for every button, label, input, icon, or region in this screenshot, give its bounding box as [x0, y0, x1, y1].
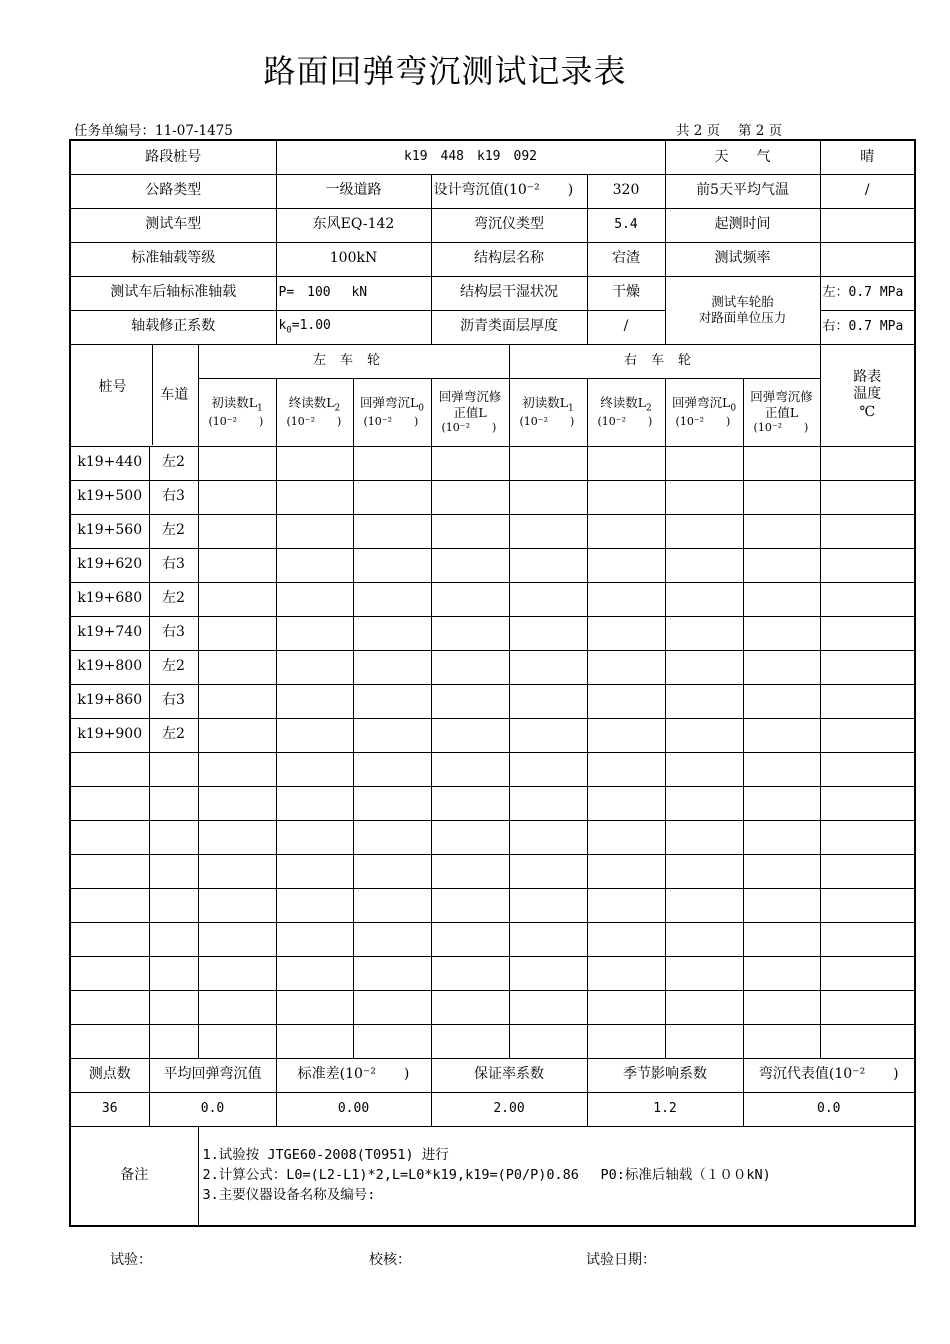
left-corrected-header: 回弹弯沉修正值L (10⁻² ): [431, 378, 509, 446]
reading-cell: [820, 752, 915, 786]
reading-cell: [820, 922, 915, 956]
axle-grade-label: 标准轴载等级: [70, 242, 276, 276]
table-row: [70, 786, 915, 820]
lane-cell: 左2: [149, 446, 198, 480]
reading-cell: [509, 718, 587, 752]
reading-cell: [353, 888, 431, 922]
reading-cell: [198, 582, 276, 616]
table-row: [70, 854, 915, 888]
reading-cell: [431, 922, 509, 956]
table-row: [70, 582, 915, 616]
reading-cell: [743, 820, 820, 854]
station-cell: k19+740: [70, 616, 149, 650]
left-wheel-header: 左车轮: [198, 344, 509, 378]
reading-cell: [353, 752, 431, 786]
left-initial-header: 初读数$L_1$ (10⁻² ): [198, 378, 276, 446]
weather-value: 晴: [820, 140, 915, 174]
table-row: [70, 616, 915, 650]
reading-cell: [820, 684, 915, 718]
reading-cell: [431, 616, 509, 650]
reading-cell: [509, 820, 587, 854]
reading-cell: [509, 752, 587, 786]
right-rebound-header: 回弹弯沉$L_0$ (10⁻² ): [665, 378, 743, 446]
left-final-header: 终读数$L_2$ (10⁻² ): [276, 378, 353, 446]
reading-cell: [431, 820, 509, 854]
reading-cell: [665, 752, 743, 786]
reading-cell: [509, 990, 587, 1024]
table-row: [70, 888, 915, 922]
reading-cell: [587, 446, 665, 480]
reading-cell: [587, 582, 665, 616]
table-row: [70, 446, 915, 480]
reading-cell: [431, 1024, 509, 1058]
road-temp-header: 路表 温度 ℃: [820, 344, 915, 446]
reading-cell: [587, 1024, 665, 1058]
reading-cell: [198, 922, 276, 956]
reading-cell: [353, 820, 431, 854]
station-cell: k19+860: [70, 684, 149, 718]
reading-cell: [353, 582, 431, 616]
station-cell: [70, 786, 149, 820]
reading-cell: [353, 548, 431, 582]
station-cell: k19+900: [70, 718, 149, 752]
reading-cell: [276, 956, 353, 990]
reading-cell: [276, 1024, 353, 1058]
reading-cell: [665, 480, 743, 514]
moisture-value: 干燥: [587, 276, 665, 310]
right-initial-header: 初读数$L_1$ (10⁻² ): [509, 378, 587, 446]
reading-cell: [353, 922, 431, 956]
data-rows: [70, 446, 915, 1058]
reading-cell: [509, 854, 587, 888]
asphalt-thickness-value: /: [587, 310, 665, 344]
page-title: 路面回弹弯沉测试记录表: [263, 52, 627, 90]
reading-cell: [820, 480, 915, 514]
station-cell: [70, 820, 149, 854]
reading-cell: [665, 446, 743, 480]
lane-header-label: 车道: [152, 345, 196, 445]
lane-cell: [149, 786, 198, 820]
reading-cell: [353, 854, 431, 888]
station-cell: [70, 990, 149, 1024]
reading-cell: [276, 684, 353, 718]
reading-cell: [587, 650, 665, 684]
reading-cell: [587, 922, 665, 956]
reading-cell: [743, 446, 820, 480]
reading-cell: [198, 854, 276, 888]
tester-label: 试验：: [110, 1252, 152, 1268]
weather-label: 天 气: [665, 140, 820, 174]
lane-cell: 左2: [149, 650, 198, 684]
reading-cell: [587, 820, 665, 854]
reading-cell: [431, 582, 509, 616]
reading-cell: [509, 616, 587, 650]
reading-cell: [743, 650, 820, 684]
reading-cell: [820, 548, 915, 582]
reading-cell: [820, 786, 915, 820]
vehicle-value: 东风EQ-142: [276, 208, 431, 242]
asphalt-thickness-label: 沥青类面层厚度: [431, 310, 587, 344]
reading-cell: [431, 446, 509, 480]
reading-cell: [509, 480, 587, 514]
reading-cell: [353, 990, 431, 1024]
tire-pressure-left: 左：0.7 MPa: [820, 276, 915, 310]
reading-cell: [431, 650, 509, 684]
reading-cell: [353, 684, 431, 718]
points-value: 36: [70, 1092, 149, 1126]
lane-cell: [149, 752, 198, 786]
reading-cell: [820, 820, 915, 854]
test-date-label: 试验日期：: [586, 1252, 656, 1268]
reading-cell: [198, 446, 276, 480]
reading-cell: [198, 752, 276, 786]
reading-cell: [743, 956, 820, 990]
reading-cell: [198, 990, 276, 1024]
lane-cell: [149, 922, 198, 956]
reading-cell: [820, 956, 915, 990]
design-deflection-label: 设计弯沉值(10⁻² ): [431, 174, 587, 208]
reading-cell: [198, 956, 276, 990]
table-row: [70, 514, 915, 548]
reading-cell: [431, 786, 509, 820]
reading-cell: [587, 956, 665, 990]
table-row: [70, 650, 915, 684]
table-row: [70, 922, 915, 956]
reading-cell: [665, 956, 743, 990]
reading-cell: [353, 480, 431, 514]
table-row: [70, 752, 915, 786]
reading-cell: [509, 514, 587, 548]
lane-cell: 右3: [149, 684, 198, 718]
table-row: [70, 990, 915, 1024]
reading-cell: [431, 514, 509, 548]
table-row: [70, 548, 915, 582]
lane-cell: 左2: [149, 514, 198, 548]
reading-cell: [509, 446, 587, 480]
remarks-label: 备注: [70, 1126, 198, 1226]
lane-cell: 右3: [149, 616, 198, 650]
reading-cell: [820, 616, 915, 650]
tire-pressure-label: 测试车轮胎 对路面单位压力: [665, 276, 820, 344]
reading-cell: [198, 1024, 276, 1058]
reading-cell: [431, 752, 509, 786]
reading-cell: [743, 854, 820, 888]
reading-cell: [431, 888, 509, 922]
reading-cell: [509, 786, 587, 820]
frequency-value: [820, 242, 915, 276]
reading-cell: [743, 1024, 820, 1058]
reading-cell: [665, 854, 743, 888]
reading-cell: [276, 582, 353, 616]
reading-cell: [587, 616, 665, 650]
lane-cell: [149, 956, 198, 990]
reading-cell: [198, 888, 276, 922]
reading-cell: [665, 718, 743, 752]
reading-cell: [198, 718, 276, 752]
station-cell: [70, 854, 149, 888]
table-row: [70, 480, 915, 514]
reading-cell: [353, 786, 431, 820]
reading-cell: [276, 480, 353, 514]
start-time-label: 起测时间: [665, 208, 820, 242]
reading-cell: [198, 480, 276, 514]
reading-cell: [353, 1024, 431, 1058]
reading-cell: [509, 888, 587, 922]
reading-cell: [276, 718, 353, 752]
reading-cell: [743, 480, 820, 514]
reading-cell: [276, 752, 353, 786]
reading-cell: [820, 990, 915, 1024]
left-rebound-header: 回弹弯沉$L_0$ (10⁻² ): [353, 378, 431, 446]
remarks-text: 1.试验按 JTGE60-2008(T0951) 进行 2.计算公式：L0=(L2-L1)*2,L=L0*k19,k19=(P0/P)0.86 P0:标准后轴载（１００kN) 3.主要仪器设备名称及编号:: [198, 1126, 915, 1226]
reading-cell: [509, 956, 587, 990]
reading-cell: [587, 718, 665, 752]
station-cell: k19+560: [70, 514, 149, 548]
reading-cell: [665, 684, 743, 718]
reading-cell: [431, 718, 509, 752]
station-cell: k19+800: [70, 650, 149, 684]
reading-cell: [820, 718, 915, 752]
reading-cell: [743, 582, 820, 616]
representative-value: 0.0: [743, 1092, 915, 1126]
checker-label: 校核：: [369, 1252, 411, 1268]
reading-cell: [431, 480, 509, 514]
reading-cell: [276, 922, 353, 956]
rear-axle-label: 测试车后轴标准轴载: [70, 276, 276, 310]
reading-cell: [353, 446, 431, 480]
avg-temp-label: 前5天平均气温: [665, 174, 820, 208]
avg-temp-value: /: [820, 174, 915, 208]
reading-cell: [743, 684, 820, 718]
lane-cell: [149, 990, 198, 1024]
reading-cell: [198, 820, 276, 854]
reading-cell: [353, 956, 431, 990]
reading-cell: [276, 616, 353, 650]
station-cell: k19+440: [70, 446, 149, 480]
instrument-label: 弯沉仪类型: [431, 208, 587, 242]
station-cell: [70, 956, 149, 990]
season-value: 1.2: [587, 1092, 743, 1126]
station-cell: k19+500: [70, 480, 149, 514]
reading-cell: [198, 548, 276, 582]
reading-cell: [431, 684, 509, 718]
reading-cell: [665, 616, 743, 650]
reading-cell: [353, 616, 431, 650]
reading-cell: [509, 650, 587, 684]
reading-cell: [431, 854, 509, 888]
start-time-value: [820, 208, 915, 242]
road-type-value: 一级道路: [276, 174, 431, 208]
guarantee-value: 2.00: [431, 1092, 587, 1126]
representative-label: 弯沉代表值(10⁻² ): [743, 1058, 915, 1092]
reading-cell: [820, 446, 915, 480]
reading-cell: [587, 752, 665, 786]
reading-cell: [665, 548, 743, 582]
reading-cell: [665, 650, 743, 684]
reading-cell: [587, 514, 665, 548]
reading-cell: [665, 582, 743, 616]
record-table: [69, 139, 916, 1227]
frequency-label: 测试频率: [665, 242, 820, 276]
reading-cell: [665, 514, 743, 548]
reading-cell: [431, 990, 509, 1024]
reading-cell: [743, 922, 820, 956]
reading-cell: [587, 480, 665, 514]
vehicle-label: 测试车型: [70, 208, 276, 242]
reading-cell: [820, 514, 915, 548]
tire-pressure-right: 右：0.7 MPa: [820, 310, 915, 344]
reading-cell: [198, 514, 276, 548]
page-count: 共 2 页 第 2 页: [676, 123, 783, 139]
right-corrected-header: 回弹弯沉修正值L (10⁻² ): [743, 378, 820, 446]
reading-cell: [743, 718, 820, 752]
layer-name-label: 结构层名称: [431, 242, 587, 276]
lane-cell: [149, 888, 198, 922]
reading-cell: [587, 990, 665, 1024]
reading-cell: [198, 684, 276, 718]
reading-cell: [276, 888, 353, 922]
axle-grade-value: 100kN: [276, 242, 431, 276]
reading-cell: [276, 548, 353, 582]
reading-cell: [276, 514, 353, 548]
station-cell: [70, 1024, 149, 1058]
reading-cell: [665, 888, 743, 922]
moisture-label: 结构层干湿状况: [431, 276, 587, 310]
table-row: [70, 956, 915, 990]
season-label: 季节影响系数: [587, 1058, 743, 1092]
reading-cell: [743, 786, 820, 820]
reading-cell: [509, 548, 587, 582]
reading-cell: [276, 650, 353, 684]
reading-cell: [198, 650, 276, 684]
road-type-label: 公路类型: [70, 174, 276, 208]
std-dev-label: 标准差(10⁻² ): [276, 1058, 431, 1092]
avg-deflection-value: 0.0: [149, 1092, 276, 1126]
reading-cell: [665, 786, 743, 820]
reading-cell: [276, 820, 353, 854]
reading-cell: [665, 922, 743, 956]
reading-cell: [820, 1024, 915, 1058]
reading-cell: [198, 786, 276, 820]
station-cell: [70, 752, 149, 786]
reading-cell: [353, 650, 431, 684]
points-label: 测点数: [70, 1058, 149, 1092]
section-label: 路段桩号: [70, 140, 276, 174]
lane-cell: 右3: [149, 548, 198, 582]
table-row: [70, 684, 915, 718]
layer-name-value: 宕渣: [587, 242, 665, 276]
std-dev-value: 0.00: [276, 1092, 431, 1126]
reading-cell: [743, 990, 820, 1024]
lane-cell: [149, 820, 198, 854]
reading-cell: [665, 1024, 743, 1058]
reading-cell: [820, 888, 915, 922]
reading-cell: [431, 956, 509, 990]
reading-cell: [353, 514, 431, 548]
table-row: [70, 820, 915, 854]
reading-cell: [198, 616, 276, 650]
reading-cell: [587, 854, 665, 888]
reading-cell: [820, 582, 915, 616]
reading-cell: [509, 684, 587, 718]
lane-cell: [149, 854, 198, 888]
reading-cell: [276, 854, 353, 888]
reading-cell: [587, 786, 665, 820]
lane-cell: 左2: [149, 718, 198, 752]
reading-cell: [665, 820, 743, 854]
lane-cell: 左2: [149, 582, 198, 616]
reading-cell: [276, 786, 353, 820]
reading-cell: [509, 582, 587, 616]
reading-cell: [820, 854, 915, 888]
station-header: [70, 344, 198, 446]
reading-cell: [431, 548, 509, 582]
table-row: [70, 1024, 915, 1058]
task-number: 任务单编号：11-07-1475: [74, 123, 233, 139]
lane-cell: [149, 1024, 198, 1058]
station-cell: k19+680: [70, 582, 149, 616]
avg-deflection-label: 平均回弹弯沉值: [149, 1058, 276, 1092]
section-value: k19 448 k19 092: [276, 140, 665, 174]
guarantee-label: 保证率系数: [431, 1058, 587, 1092]
reading-cell: [743, 616, 820, 650]
reading-cell: [587, 888, 665, 922]
reading-cell: [665, 990, 743, 1024]
right-wheel-header: 右车轮: [509, 344, 820, 378]
rear-axle-value: P= 100 kN: [276, 276, 431, 310]
reading-cell: [587, 684, 665, 718]
reading-cell: [743, 548, 820, 582]
right-final-header: 终读数$L_2$ (10⁻² ): [587, 378, 665, 446]
reading-cell: [353, 718, 431, 752]
reading-cell: [743, 752, 820, 786]
reading-cell: [820, 650, 915, 684]
k0-label: 轴载修正系数: [70, 310, 276, 344]
reading-cell: [276, 446, 353, 480]
reading-cell: [587, 548, 665, 582]
instrument-value: 5.4: [587, 208, 665, 242]
station-cell: [70, 888, 149, 922]
reading-cell: [743, 514, 820, 548]
lane-cell: 右3: [149, 480, 198, 514]
table-row: [70, 718, 915, 752]
design-deflection-value: 320: [587, 174, 665, 208]
station-header-label: 桩号: [98, 379, 127, 395]
station-cell: k19+620: [70, 548, 149, 582]
station-cell: [70, 922, 149, 956]
reading-cell: [743, 888, 820, 922]
reading-cell: [276, 990, 353, 1024]
reading-cell: [509, 922, 587, 956]
reading-cell: [509, 1024, 587, 1058]
k0-value: $k_0=1.00$: [276, 310, 431, 344]
